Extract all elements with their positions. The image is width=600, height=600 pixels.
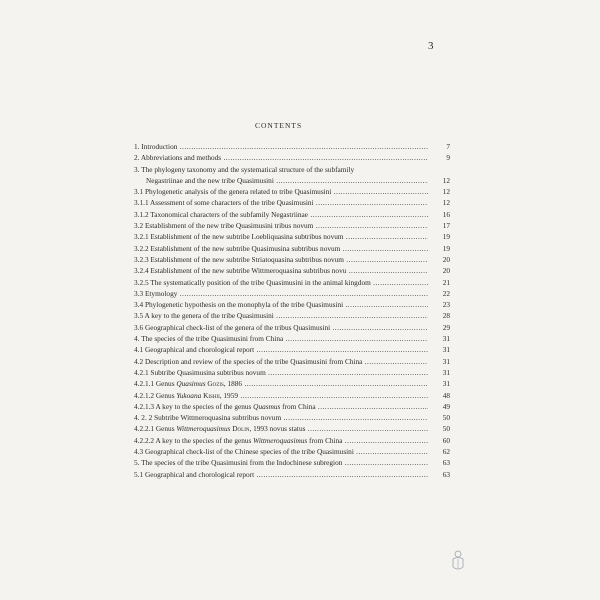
- toc-entry: [134, 344, 450, 355]
- toc-entry: [134, 378, 450, 389]
- toc-entry-title: 4.2.2.1 Genus Wittmeroquasimus Dolin, 1993 novus status .....: [134, 423, 428, 434]
- table-of-contents: [134, 141, 450, 480]
- toc-entry-page: 12: [442, 175, 450, 185]
- toc-entry-title: 3.2.4 Establishment of the new subtribe Wittmeroquasina subtribus novu .....: [134, 265, 428, 276]
- toc-entry-page: 50: [442, 424, 450, 434]
- toc-entry-page: 16: [442, 209, 450, 219]
- toc-entry: [134, 333, 450, 344]
- toc-entry-title: 3.1.2 Taxonomical characters of the subfamily Negastriinae .....: [134, 209, 428, 220]
- toc-entry: [134, 299, 450, 310]
- toc-entry-page: 49: [442, 401, 450, 411]
- toc-entry-title: 4. 2. 2 Subtribe Wittmeroquasina subtribus novum .....: [134, 412, 428, 423]
- toc-entry-title: 4.2.2.2 A key to the species of the genus Wittmeroquasimus from China .....: [134, 435, 428, 446]
- toc-entry: [134, 412, 450, 423]
- toc-entry-title: 5.1 Geographical and chorological report .....: [134, 469, 428, 480]
- toc-entry: [134, 446, 450, 457]
- toc-entry-page: 17: [442, 221, 450, 231]
- toc-entry: [134, 175, 450, 186]
- toc-entry-title: 3.2.1 Establishment of the new subtribe Loebliquasina subtribus novum .....: [134, 231, 428, 242]
- toc-entry-page: 12: [442, 198, 450, 208]
- toc-entry: [134, 141, 450, 152]
- toc-entry-title: 3. The phylogeny taxonomy and the systematical structure of the subfamily: [134, 164, 355, 174]
- toc-entry-page: 31: [442, 367, 450, 377]
- toc-entry: [134, 469, 450, 480]
- toc-entry: [134, 197, 450, 208]
- toc-entry-title: 1. Introduction .....: [134, 141, 428, 152]
- toc-entry-page: 62: [442, 447, 450, 457]
- toc-entry-title: 3.3 Etymology .....: [134, 288, 428, 299]
- toc-entry-page: 20: [442, 266, 450, 276]
- toc-entry-page: 31: [442, 334, 450, 344]
- toc-entry-page: 50: [442, 413, 450, 423]
- toc-entry: [134, 220, 450, 231]
- toc-entry-page: 21: [442, 277, 450, 287]
- toc-entry-page: 12: [442, 187, 450, 197]
- toc-entry-title: 3.1.1 Assessment of some characters of the tribe Quasimusini .....: [134, 197, 428, 208]
- toc-entry: [134, 288, 450, 299]
- toc-entry-title: 4.2 Description and review of the species of the tribe Quasimusini from China .....: [134, 356, 428, 367]
- toc-entry-title: 3.4 Phylogenetic hypothesis on the monophyla of the tribe Quasimusini .....: [134, 299, 428, 310]
- toc-entry-title: 2. Abbreviations and methods .....: [134, 152, 428, 163]
- toc-entry-page: 22: [442, 288, 450, 298]
- toc-entry-page: 60: [442, 435, 450, 445]
- toc-entry-title: Negastriinae and the new tribe Quasimusini .....: [134, 175, 428, 186]
- toc-entry-title: 3.1 Phylogenetic analysis of the genera related to tribe Quasimusini .....: [134, 186, 428, 197]
- toc-entry: [134, 254, 450, 265]
- toc-entry-page: 19: [442, 232, 450, 242]
- toc-entry-page: 29: [442, 322, 450, 332]
- toc-entry-page: 28: [442, 311, 450, 321]
- toc-entry: [134, 356, 450, 367]
- page-number: 3: [428, 40, 434, 52]
- toc-entry-page: 23: [442, 300, 450, 310]
- toc-entry-title: 3.2.2 Establishment of the new subtribe Quasimusina subtribus novum .....: [134, 243, 428, 254]
- toc-entry-title: 3.6 Geographical check-list of the genera of the tribus Quasimusini .....: [134, 322, 428, 333]
- toc-entry: [134, 265, 450, 276]
- toc-entry-page: 48: [442, 390, 450, 400]
- toc-entry-title: 3.2 Establishment of the new tribe Quasimusini tribus novum .....: [134, 220, 428, 231]
- toc-entry: [134, 435, 450, 446]
- toc-entry-page: 7: [446, 142, 450, 151]
- toc-entry-title: 4.2.1.3 A key to the species of the genus Quasmus from China .....: [134, 401, 428, 412]
- toc-entry: [134, 231, 450, 242]
- toc-entry: [134, 423, 450, 434]
- toc-entry-page: 9: [446, 153, 450, 163]
- toc-entry-title: 5. The species of the tribe Quasimusini from the Indochinese subregion .....: [134, 457, 428, 468]
- toc-entry-title: 4.2.1.2 Genus Yukoana Kishii, 1959 .....: [134, 390, 428, 401]
- toc-entry: [134, 457, 450, 468]
- toc-entry-page: 63: [442, 469, 450, 479]
- toc-entry: [134, 209, 450, 220]
- toc-entry: [134, 164, 450, 175]
- toc-entry-page: 19: [442, 243, 450, 253]
- toc-entry: [134, 243, 450, 254]
- toc-entry: [134, 186, 450, 197]
- toc-entry-title: 4.2.1.1 Genus Quasimus Gozis, 1886 .....: [134, 378, 428, 389]
- toc-entry-title: 4.2.1 Subtribe Quasimusina subtribus novum .....: [134, 367, 428, 378]
- toc-entry-title: 4. The species of the tribe Quasimusini from China .....: [134, 333, 428, 344]
- toc-entry-page: 31: [442, 356, 450, 366]
- toc-entry: [134, 390, 450, 401]
- toc-entry-page: 20: [442, 254, 450, 264]
- toc-entry-title: 3.5 A key to the genera of the tribe Quasimusini .....: [134, 310, 428, 321]
- library-stamp-icon: [450, 550, 466, 572]
- toc-entry: [134, 401, 450, 412]
- toc-entry-page: 63: [442, 458, 450, 468]
- toc-entry-page: 31: [442, 345, 450, 355]
- toc-entry-title: 3.2.3 Establishment of the new subtribe Striatoquasina subtribus novum .....: [134, 254, 428, 265]
- toc-entry-title: 3.2.5 The systematically position of the tribe Quasimusini in the animal kingdom .....: [134, 277, 428, 288]
- toc-entry-page: 31: [442, 379, 450, 389]
- toc-entry: [134, 322, 450, 333]
- bleed-through-text: [310, 60, 560, 140]
- contents-heading: CONTENTS: [255, 121, 303, 130]
- toc-entry: [134, 367, 450, 378]
- toc-entry-title: 4.3 Geographical check-list of the Chinese species of the tribe Quasimusini .....: [134, 446, 428, 457]
- toc-entry: [134, 277, 450, 288]
- toc-entry-title: 4.1 Geographical and chorological report .....: [134, 344, 428, 355]
- toc-entry: [134, 152, 450, 163]
- toc-entry: [134, 310, 450, 321]
